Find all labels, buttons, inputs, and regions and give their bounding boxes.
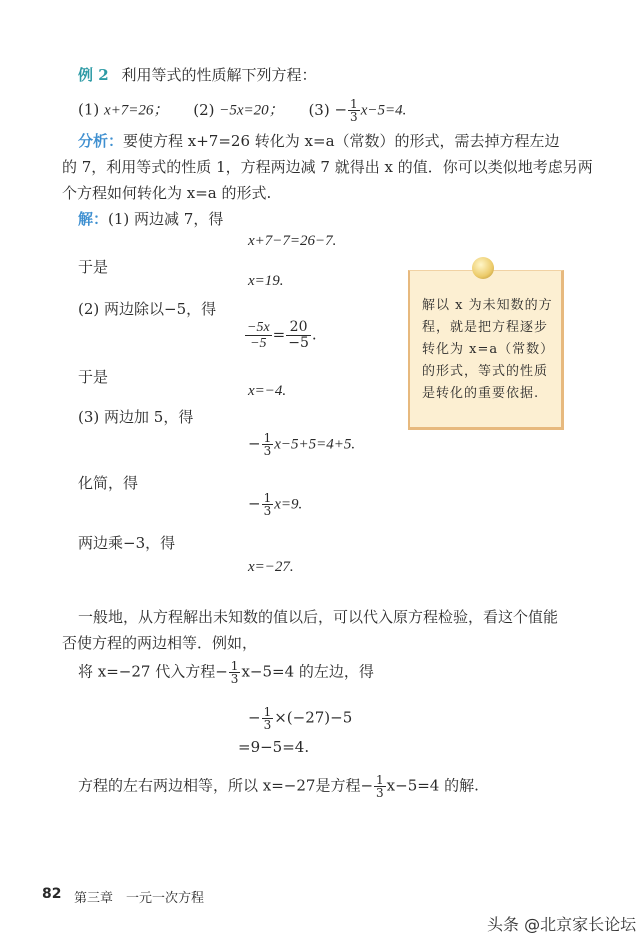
fraction-denominator: 3 xyxy=(350,110,358,124)
solution-step-3-result: x=−27. xyxy=(248,559,294,575)
analysis-text-1: 要使方程 x+7=26 转化为 x=a（常数）的形式，需去掉方程左边 xyxy=(123,132,560,150)
solution-step-2-then: 于是 xyxy=(78,368,109,386)
pushpin-icon xyxy=(472,257,494,279)
example-tag: 例 2 xyxy=(78,66,109,84)
problem-1-label: (1) xyxy=(78,100,100,119)
side-note xyxy=(408,270,564,430)
solution-step-2-result: x=−4. xyxy=(248,383,287,399)
solution-simplify: 化简，得 xyxy=(78,474,139,492)
solution-step-1 xyxy=(78,210,223,228)
solution-step-1-text: (1) 两边减 7，得 xyxy=(108,210,224,228)
substitution-fraction xyxy=(229,660,241,685)
simplified-fraction xyxy=(262,492,274,517)
fraction-denominator: 3 xyxy=(263,504,272,518)
fraction-denominator: 3 xyxy=(230,672,239,686)
problem-2-equation: −5x=20； xyxy=(219,102,284,119)
check-paragraph-line-1: 一般地，从方程解出未知数的值以后，可以代入原方程检验，看这个值能 xyxy=(78,608,559,626)
analysis-line-2: 的 7，利用等式的性质 1，方程两边减 7 就得出 x 的值．你可以类似地考虑另两 xyxy=(62,158,593,176)
problem-3-equation: x−5=4. xyxy=(360,102,407,119)
substitution-text: 将 x=−27 代入方程− xyxy=(78,662,228,681)
conclusion-text: 方程的左右两边相等，所以 x=−27是方程− xyxy=(78,776,374,795)
fraction-numerator: 1 xyxy=(263,431,272,445)
side-note-text: 解以 x 为未知数的方程，就是把方程逐步转化为 x=a（常数）的形式，等式的性质是转化的重要依据. xyxy=(422,298,555,401)
fraction-numerator: 1 xyxy=(376,773,384,787)
step-2-left-fraction xyxy=(245,320,272,351)
step-2-right-fraction xyxy=(286,320,311,351)
solution-tag: 解： xyxy=(78,210,109,228)
solution-step-1-equation: x+7−7=26−7. xyxy=(248,233,337,249)
conclusion-line xyxy=(78,774,479,799)
fraction-denominator: −5 xyxy=(245,335,272,351)
solution-multiply: 两边乘−3，得 xyxy=(78,534,176,552)
solution-step-3-text: (3) 两边加 5，得 xyxy=(78,408,194,426)
analysis-tag: 分析： xyxy=(78,132,124,150)
fraction-numerator: 1 xyxy=(230,659,239,673)
solution-step-1-then: 于是 xyxy=(78,258,109,276)
solution-step-1-result: x=19. xyxy=(248,273,284,289)
simplified-equation-rest: x=9. xyxy=(274,496,303,513)
fraction-numerator: 1 xyxy=(350,97,358,111)
fraction-numerator: −5x xyxy=(247,320,270,335)
check-paragraph-line-2: 否使方程的两边相等．例如， xyxy=(62,634,258,652)
fraction-denominator: 3 xyxy=(263,718,272,732)
problem-3-fraction xyxy=(348,98,360,123)
substitution-text-end: x−5=4 的左边，得 xyxy=(241,662,374,681)
period: . xyxy=(311,325,317,344)
minus-sign: − xyxy=(248,494,261,513)
minus-sign: − xyxy=(248,708,261,727)
fraction-numerator: 20 xyxy=(289,319,308,335)
watermark: 头条 @北京家长论坛 xyxy=(487,915,637,934)
solution-step-2-equation xyxy=(244,320,317,351)
solution-step-2-text: (2) 两边除以−5，得 xyxy=(78,300,217,318)
minus-sign: − xyxy=(248,434,261,453)
example-heading xyxy=(78,66,316,84)
analysis-line-3: 个方程如何转化为 x=a 的形式. xyxy=(62,184,272,202)
fraction-numerator: 1 xyxy=(263,705,272,719)
step-3-equation-rest: x−5+5=4+5. xyxy=(274,436,356,453)
page-number: 82 xyxy=(42,886,62,902)
fraction-denominator: 3 xyxy=(263,444,272,458)
problem-3-label: (3) xyxy=(308,100,330,119)
fraction-denominator: −5 xyxy=(288,335,309,351)
fraction-numerator: 1 xyxy=(263,491,272,505)
calculation-line-1 xyxy=(248,706,352,731)
conclusion-fraction xyxy=(374,774,386,799)
example-title: 利用等式的性质解下列方程： xyxy=(121,66,317,84)
solution-simplified-equation xyxy=(248,492,302,517)
equals-sign: = xyxy=(272,325,286,344)
problem-3-minus: − xyxy=(334,100,348,119)
analysis-line-1 xyxy=(78,132,560,150)
conclusion-text-end: x−5=4 的解. xyxy=(386,776,479,795)
problem-1-equation: x+7=26； xyxy=(104,102,169,119)
fraction-denominator: 3 xyxy=(376,786,384,800)
step-3-fraction xyxy=(262,432,274,457)
calculation-line-2: =9−5=4. xyxy=(238,738,310,756)
calculation-rest: ×(−27)−5 xyxy=(274,708,353,727)
substitution-line xyxy=(78,660,374,685)
solution-step-3-equation xyxy=(248,432,355,457)
problem-2-label: (2) xyxy=(193,100,215,119)
problem-list xyxy=(78,98,406,123)
calculation-fraction xyxy=(262,706,274,731)
chapter-title: 第三章 一元一次方程 xyxy=(74,891,205,906)
